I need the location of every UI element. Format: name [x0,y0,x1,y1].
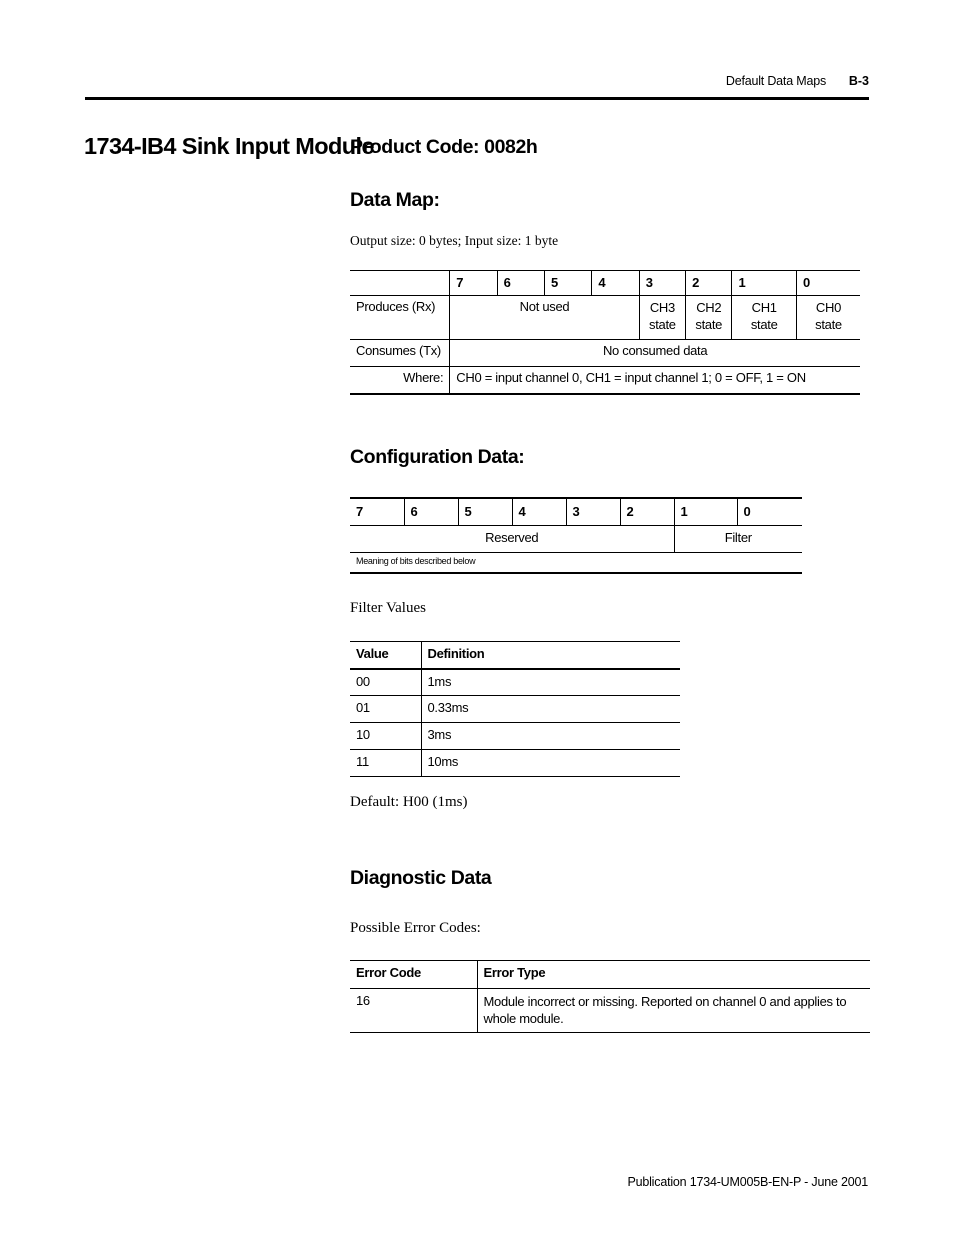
header-rule [85,97,869,100]
error-header-row [350,961,870,989]
diagnostic-heading: Diagnostic Data [350,867,492,889]
filter-header-row [350,642,680,669]
page-number: B-3 [848,74,869,88]
running-header: Default Data Maps [725,74,826,88]
bit-4: 4 [592,271,639,296]
data-map-heading: Data Map: [350,189,440,211]
filter-definition: 1ms [421,669,680,696]
produces-row [350,296,860,340]
config-heading: Configuration Data: [350,446,525,468]
filter-value: 11 [350,750,421,777]
bit-6: 6 [497,271,544,296]
error-code: 16 [350,989,477,1033]
config-bit-7: 7 [350,498,404,525]
error-col-code: Error Code [350,961,477,989]
filter-value: 10 [350,723,421,750]
config-note: Meaning of bits described below [350,552,802,573]
config-bit-4: 4 [512,498,566,525]
bit-7: 7 [450,271,497,296]
config-table [350,497,802,574]
config-note-row [350,552,802,573]
where-row [350,367,860,394]
table-row [350,750,680,777]
table-row [350,696,680,723]
bit-header-blank [350,271,450,296]
no-consumed-cell: No consumed data [450,340,860,367]
not-used-cell: Not used [450,296,639,340]
bit-header-row [350,271,860,296]
config-bit-2: 2 [620,498,674,525]
config-bit-5: 5 [458,498,512,525]
ch2-state-cell: CH2 state [686,296,732,340]
filter-col-definition: Definition [421,642,680,669]
table-row [350,669,680,696]
config-bit-1: 1 [674,498,737,525]
error-type: Module incorrect or missing. Reported on channel 0 and applies to whole module. [477,989,870,1033]
bit-1: 1 [732,271,797,296]
module-title: 1734-IB4 Sink Input Module [84,133,374,159]
filter-col-value: Value [350,642,421,669]
filter-value: 00 [350,669,421,696]
filter-values-table [350,641,680,777]
product-code-heading: Product Code: 0082h [350,136,538,158]
data-map-sizes: Output size: 0 bytes; Input size: 1 byte [350,233,559,248]
ch0-state-cell: CH0 state [796,296,860,340]
config-bit-0: 0 [737,498,802,525]
config-bit-6: 6 [404,498,458,525]
filter-definition: 3ms [421,723,680,750]
filter-value: 01 [350,696,421,723]
filter-definition: 10ms [421,750,680,777]
error-col-type: Error Type [477,961,870,989]
table-row [350,723,680,750]
filter-cell: Filter [674,525,802,552]
consumes-label: Consumes (Tx) [350,340,450,367]
publication-footer: Publication 1734-UM005B-EN-P - June 2001 [627,1175,868,1189]
error-codes-table [350,960,870,1033]
config-bit-row [350,498,802,525]
ch1-state-cell: CH1 state [732,296,797,340]
data-map-table [350,270,860,395]
consumes-row [350,340,860,367]
bit-5: 5 [545,271,592,296]
where-label: Where: [350,367,450,394]
ch3-state-cell: CH3 state [639,296,685,340]
filter-definition: 0.33ms [421,696,680,723]
table-row [350,989,870,1033]
bit-0: 0 [796,271,860,296]
where-text: CH0 = input channel 0, CH1 = input channel 1; 0 = OFF, 1 = ON [450,367,860,394]
reserved-cell: Reserved [350,525,674,552]
filter-values-caption: Filter Values [350,600,426,616]
bit-2: 2 [686,271,732,296]
error-codes-caption: Possible Error Codes: [350,920,481,936]
produces-label: Produces (Rx) [350,296,450,340]
filter-default: Default: H00 (1ms) [350,794,468,810]
config-value-row [350,525,802,552]
config-bit-3: 3 [566,498,620,525]
bit-3: 3 [639,271,685,296]
